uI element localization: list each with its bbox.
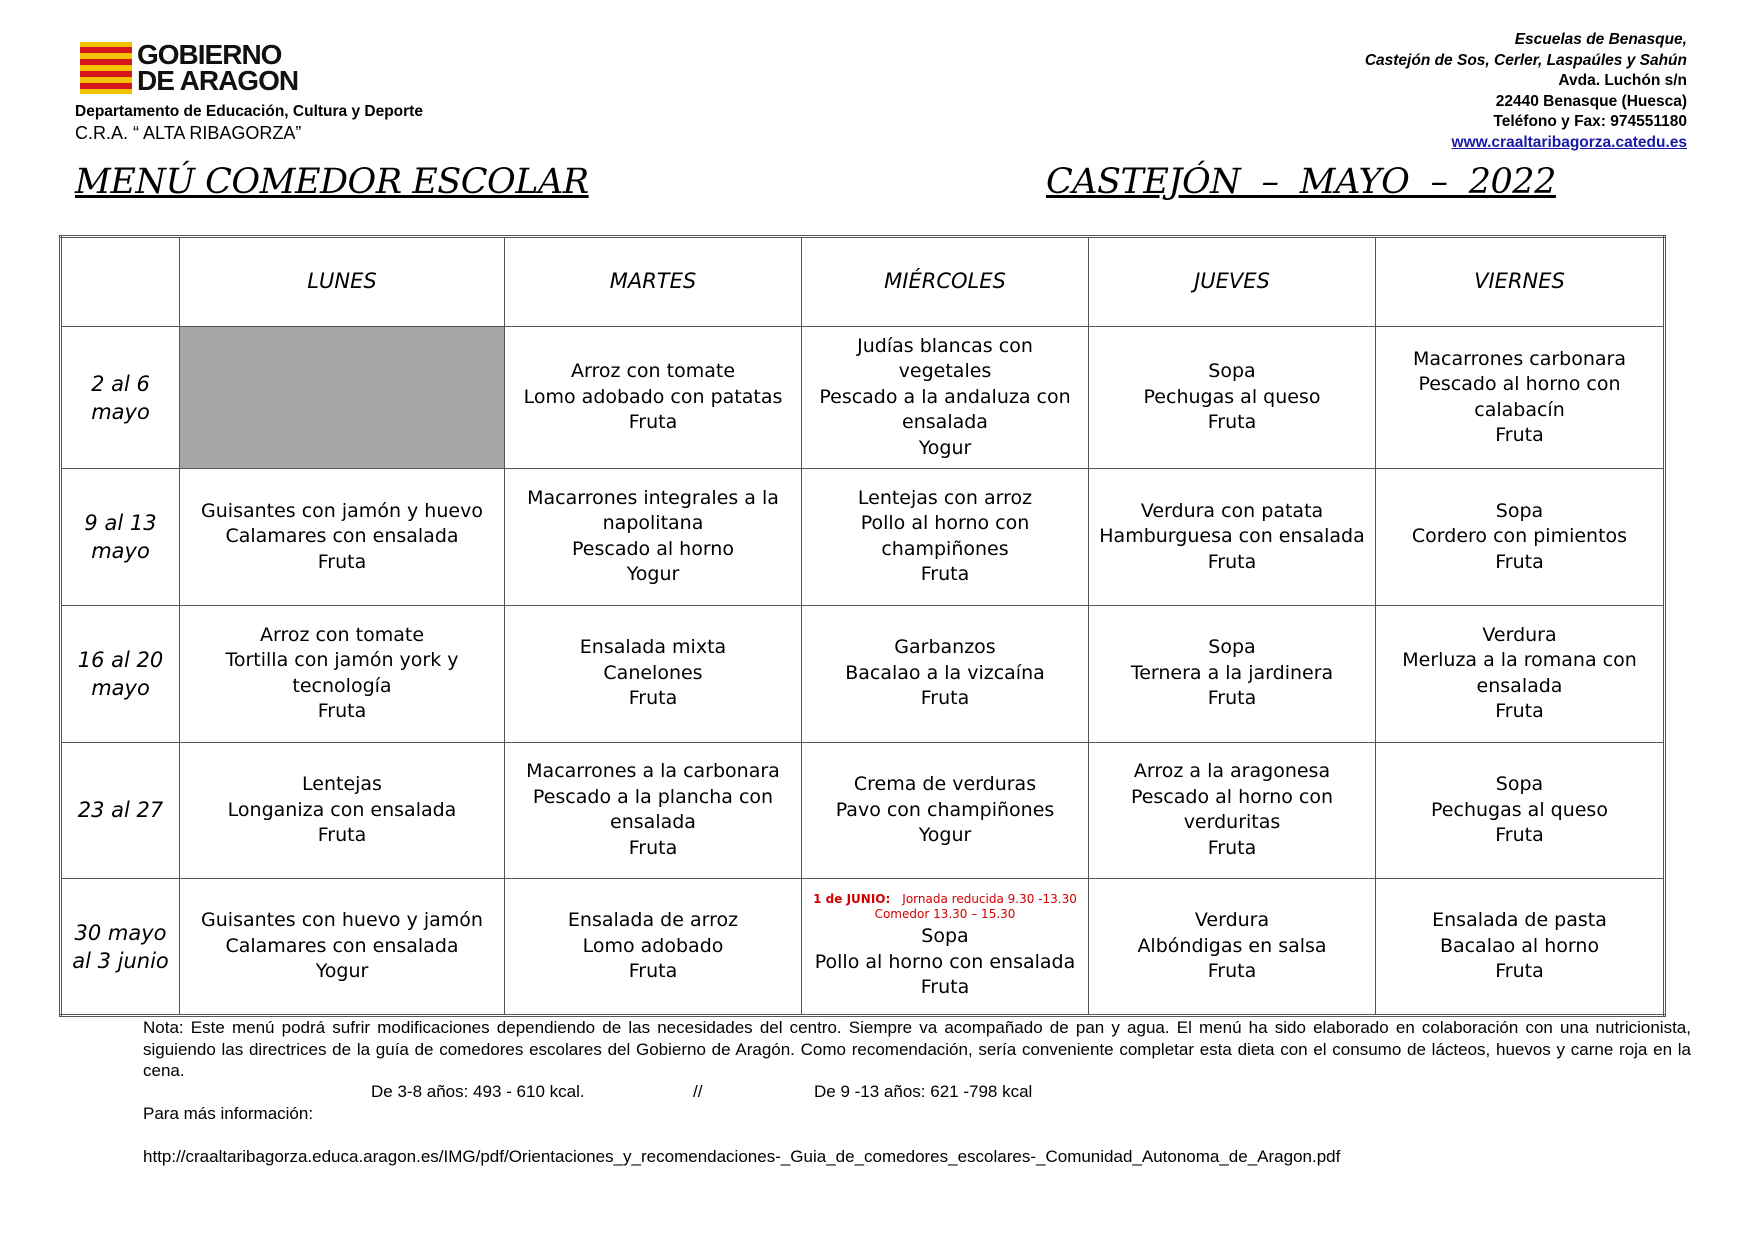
address-line: 22440 Benasque (Huesca) <box>1495 92 1687 110</box>
dish: verduritas <box>1183 811 1281 834</box>
aragon-flag-icon <box>80 42 132 94</box>
dish: Fruta <box>1207 836 1257 859</box>
menu-cell <box>1089 327 1376 469</box>
menu-title: MENÚ COMEDOR ESCOLAR <box>75 162 589 202</box>
dish: Arroz con tomate <box>570 360 736 383</box>
week-label <box>61 469 180 606</box>
menu-cell <box>505 879 802 1016</box>
menu-cell <box>1376 742 1665 879</box>
menu-cell <box>1089 469 1376 606</box>
dish: Longaniza con ensalada <box>227 798 457 821</box>
dish: Fruta <box>628 411 678 434</box>
week-row <box>61 742 1665 879</box>
dish: napolitana <box>602 512 704 535</box>
week-row <box>61 327 1665 469</box>
dish: Fruta <box>1207 687 1257 710</box>
dish: Calamares con ensalada <box>225 525 459 548</box>
dish: ensalada <box>610 811 696 834</box>
location-month-title: CASTEJÓN – MAYO – 2022 <box>1046 162 1556 202</box>
week-label <box>61 879 180 1016</box>
week-label <box>61 742 180 879</box>
dish: Fruta <box>1207 411 1257 434</box>
website-link[interactable]: www.craaltaribagorza.catedu.es <box>1451 133 1687 151</box>
week-label-line: 23 al 27 <box>77 798 164 823</box>
dish: Calamares con ensalada <box>225 934 459 957</box>
kcal-separator: // <box>693 1082 703 1101</box>
menu-cell <box>180 605 505 742</box>
dish: Crema de verduras <box>853 773 1037 796</box>
dish: Lomo adobado con patatas <box>523 385 783 408</box>
dish: Macarrones carbonara <box>1412 347 1627 370</box>
dish: Pechugas al queso <box>1143 385 1321 408</box>
week-label <box>61 327 180 469</box>
menu-cell <box>505 327 802 469</box>
dish: Yogur <box>918 436 972 459</box>
week-label-line: mayo <box>91 538 150 563</box>
notice-date: 1 de JUNIO: <box>813 892 891 907</box>
dish: Ensalada mixta <box>579 636 727 659</box>
dish: Lentejas <box>302 773 382 796</box>
menu-cell <box>802 327 1089 469</box>
cra-name: C.R.A. “ ALTA RIBAGORZA” <box>75 123 302 143</box>
menu-cell <box>802 469 1089 606</box>
dish: Cordero con pimientos <box>1411 525 1628 548</box>
menu-cell <box>802 742 1089 879</box>
dish: Canelones <box>603 661 703 684</box>
dish: Fruta <box>1207 960 1257 983</box>
menu-note: Nota: Este menú podrá sufrir modificaciones dependiendo de las necesidades del centro. Siempre va acompañado de pan y agua. El menú ha sido elaborado en colaboración con una nutricionista, siguiendo las directrices de la guía de comedores escolares del Gobierno de Aragón. Como recomendación, sería conveniente completar esta dieta con el consumo de lácteos, huevos y carne roja en la cena. <box>143 1018 1691 1080</box>
menu-cell <box>1089 879 1376 1016</box>
dish: Hamburguesa con ensalada <box>1099 525 1365 548</box>
menu-cell <box>505 469 802 606</box>
dish: ensalada <box>1476 674 1563 697</box>
day-header: MARTES <box>505 237 802 327</box>
menu-cell <box>505 742 802 879</box>
dish: Pechugas al queso <box>1431 798 1608 821</box>
dish: Tortilla con jamón york y <box>225 649 459 672</box>
dish: Fruta <box>628 687 678 710</box>
dish: Fruta <box>317 824 367 847</box>
dish: Sopa <box>921 925 969 948</box>
week-label-line: 9 al 13 <box>84 510 157 535</box>
dish: Fruta <box>920 976 970 999</box>
dish: Fruta <box>1495 960 1544 983</box>
dish: Fruta <box>628 960 678 983</box>
dish: Verdura con patata <box>1140 499 1324 522</box>
menu-cell <box>1089 605 1376 742</box>
empty-menu-cell <box>180 327 505 469</box>
dish: Fruta <box>317 700 367 723</box>
dish: Judías blancas con vegetales <box>857 334 1033 383</box>
dish: Fruta <box>628 836 678 859</box>
dish: Pescado al horno con <box>1418 373 1621 396</box>
week-label-line: al 3 junio <box>72 948 169 973</box>
dish: Ternera a la jardinera <box>1130 661 1334 684</box>
menu-cell <box>1376 605 1665 742</box>
dish: Fruta <box>920 687 970 710</box>
dish: Ensalada de arroz <box>567 909 739 932</box>
guide-url[interactable]: http://craaltaribagorza.educa.aragon.es/IMG/pdf/Orientaciones_y_recomendaciones-_Guia_de_comedores_escolares-_Comunidad_Autonoma_de_Aragon.pdf <box>143 1147 1341 1166</box>
gobierno-aragon-logo <box>80 39 306 96</box>
menu-cell <box>180 879 505 1016</box>
dish: Bacalao a la vizcaína <box>845 661 1045 684</box>
menu-cell <box>1376 327 1665 469</box>
dish: tecnología <box>292 674 392 697</box>
dish: champiñones <box>881 537 1009 560</box>
week-row <box>61 469 1665 606</box>
dish: Fruta <box>1495 550 1544 573</box>
dish: Lomo adobado <box>582 934 724 957</box>
week-label-line: mayo <box>91 675 150 700</box>
dish: Verdura <box>1482 623 1557 646</box>
logo-text: GOBIERNO DE ARAGON <box>137 39 299 96</box>
schedule-notice <box>808 892 1082 922</box>
dish: Arroz a la aragonesa <box>1133 760 1331 783</box>
dish: Albóndigas en salsa <box>1137 934 1327 957</box>
dish: ensalada <box>902 411 988 434</box>
dish: Fruta <box>1495 424 1544 447</box>
menu-cell <box>1376 469 1665 606</box>
dish: Yogur <box>626 563 680 586</box>
menu-cell <box>1089 742 1376 879</box>
dish: Merluza a la romana con <box>1402 649 1637 672</box>
school-address <box>1365 30 1687 153</box>
day-header: VIERNES <box>1376 237 1665 327</box>
dish: Macarrones a la carbonara <box>526 760 780 783</box>
dish: Sopa <box>1495 773 1544 796</box>
day-header: JUEVES <box>1089 237 1376 327</box>
menu-cell <box>180 469 505 606</box>
dish: Garbanzos <box>894 636 996 659</box>
dish: Macarrones integrales a la <box>527 486 779 509</box>
kcal-9-13: De 9 -13 años: 621 -798 kcal <box>814 1082 1033 1101</box>
dish: Lentejas con arroz <box>857 486 1033 509</box>
dish: Pescado a la andaluza con <box>819 385 1071 408</box>
notice-line: Jornada reducida 9.30 -13.30 <box>902 892 1077 907</box>
dish: calabacín <box>1474 398 1565 421</box>
menu-cell <box>505 605 802 742</box>
more-info-label: Para más información: <box>143 1104 314 1123</box>
dish: Fruta <box>920 563 970 586</box>
menu-table <box>59 235 1666 1017</box>
dish: Guisantes con huevo y jamón <box>201 909 483 932</box>
dish: Pescado al horno <box>572 537 734 560</box>
dish: Ensalada de pasta <box>1432 909 1607 932</box>
dish: Sopa <box>1495 499 1544 522</box>
dish: Fruta <box>1207 550 1257 573</box>
dish: Yogur <box>315 960 369 983</box>
menu-cell <box>1376 879 1665 1016</box>
dish: Sopa <box>1208 360 1256 383</box>
address-line: Escuelas de Benasque, <box>1514 31 1687 48</box>
department-name: Departamento de Educación, Cultura y Deporte <box>75 103 423 120</box>
week-label-line: 30 mayo <box>74 920 167 945</box>
week-label <box>61 605 180 742</box>
phone-fax: Teléfono y Fax: 974551180 <box>1493 113 1687 130</box>
menu-cell <box>802 605 1089 742</box>
dish: Pollo al horno con ensalada <box>814 950 1076 973</box>
week-label-line: 16 al 20 <box>77 647 164 672</box>
address-line: Castejón de Sos, Cerler, Laspaúles y Sahún <box>1364 51 1687 69</box>
dish: Fruta <box>1495 700 1544 723</box>
corner-cell <box>61 237 180 327</box>
day-header: MIÉRCOLES <box>802 237 1089 327</box>
menu-cell <box>802 879 1089 1016</box>
day-header: LUNES <box>180 237 505 327</box>
dish: Guisantes con jamón y huevo <box>201 499 483 522</box>
dish: Pescado al horno con <box>1130 785 1334 808</box>
dish: Sopa <box>1208 636 1256 659</box>
dish: Pollo al horno con <box>860 512 1030 535</box>
week-label-line: 2 al 6 <box>91 371 150 396</box>
week-row <box>61 879 1665 1016</box>
dish: Bacalao al horno <box>1439 934 1600 957</box>
table-header-row <box>61 237 1665 327</box>
address-line: Avda. Luchón s/n <box>1558 72 1687 89</box>
menu-cell <box>180 742 505 879</box>
dish: Fruta <box>317 550 367 573</box>
dish: Fruta <box>1495 824 1544 847</box>
week-label-line: mayo <box>91 399 150 424</box>
notice-line: Comedor 13.30 – 15.30 <box>874 907 1016 922</box>
dish: Yogur <box>918 824 972 847</box>
dish: Verdura <box>1194 909 1270 932</box>
dish: Arroz con tomate <box>259 623 425 646</box>
week-row <box>61 605 1665 742</box>
dish: Pescado a la plancha con <box>532 785 774 808</box>
dish: Pavo con champiñones <box>835 798 1055 821</box>
kcal-3-8: De 3-8 años: 493 - 610 kcal. <box>371 1082 585 1101</box>
